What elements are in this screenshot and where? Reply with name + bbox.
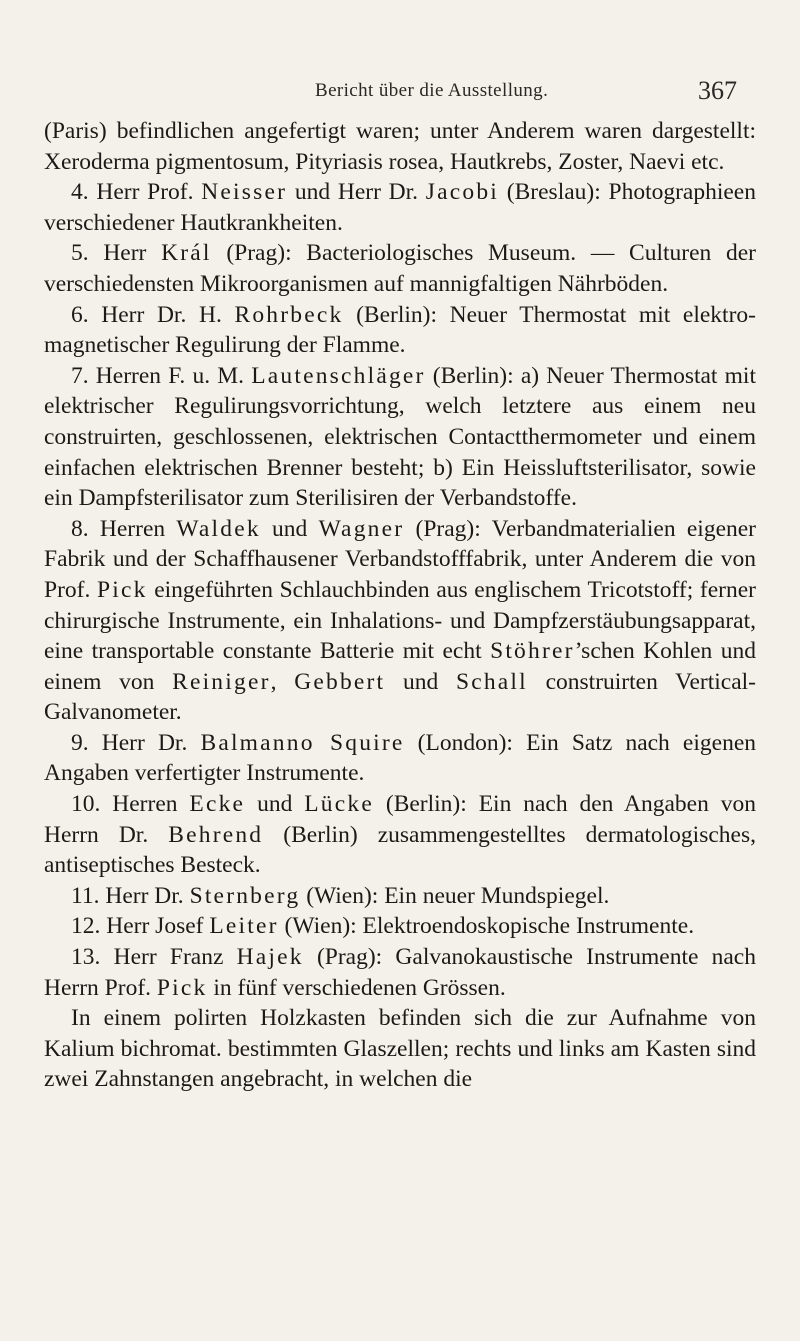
paragraph	[44, 238, 756, 299]
text-segment: in fünf verschiedenen Grössen.	[207, 974, 506, 1001]
text-segment: 12. Herr Josef	[71, 913, 210, 940]
text-segment: (London): Ein Satz nach eigenen Angaben verfertigter Instrumente.	[44, 729, 757, 787]
text-segment: (Prag): Verbandmaterialien eigener Fabrik und der Schaffhausener Verbandstofffabrik, unter Anderem die von Prof.	[44, 515, 757, 603]
spaced-name: Rohrbeck	[234, 301, 344, 328]
text-segment: ,	[270, 668, 295, 695]
spaced-name: Neisser	[201, 179, 288, 206]
body-text	[44, 116, 756, 1095]
paragraph	[44, 911, 756, 942]
text-segment: (Wien): Ein neuer Mundspiegel.	[300, 882, 610, 909]
running-header	[0, 76, 800, 106]
text-segment: (Berlin): Neuer Thermostat mit elektro-magnetischer Regulirung der Flamme.	[44, 301, 756, 359]
text-segment: In einem polirten Holzkasten befinden sich die zur Aufnahme von Kalium bichromat. bestimmten Glaszellen; rechts und links am Kasten sind zwei Zahnstangen angebracht, in welchen die	[44, 1005, 756, 1093]
text-segment: und	[260, 515, 319, 542]
paragraph	[44, 728, 756, 789]
spaced-name: Leiter	[209, 913, 279, 940]
text-segment: eingeführten Schlauchbinden aus englischem Tricotstoff; ferner chirurgische Instrumente, ein Inhalations- und Dampfzerstäubungsapparat, eine transportable constante Batterie mit echt	[44, 576, 756, 665]
spaced-name: Wagner	[318, 515, 405, 542]
spaced-name: Balmanno Squire	[200, 729, 405, 756]
paragraph	[44, 1003, 756, 1095]
paragraph	[44, 177, 756, 238]
text-segment: (Berlin): Ein nach den Angaben von Herrn Dr.	[44, 791, 757, 848]
spaced-name: Sternberg	[189, 882, 301, 909]
text-segment: 10. Herren	[71, 791, 190, 818]
text-segment: 4. Herr Prof.	[71, 179, 202, 206]
paragraph	[44, 881, 756, 912]
text-segment: und	[385, 668, 456, 695]
text-segment: 5. Herr	[71, 240, 162, 267]
running-title: Bericht über die Ausstellung.	[315, 80, 549, 101]
text-segment: 8. Herren	[71, 515, 177, 542]
spaced-name: Hajek	[236, 944, 304, 971]
text-segment: 11. Herr Dr.	[71, 882, 190, 909]
spaced-name: Ecke	[189, 791, 246, 818]
spaced-name: Gebbert	[294, 668, 386, 695]
text-segment: 6. Herr Dr. H.	[71, 301, 235, 328]
spaced-name: Král	[161, 240, 212, 267]
text-segment: (Prag): Galvanokaustische Instrumente nach Herrn Prof.	[44, 944, 756, 1001]
text-segment: (Paris) befindlichen angefertigt waren; unter Anderem waren dargestellt: Xeroderma pigmentosum, Pityriasis rosea, Hautkrebs, Zoster, Naevi etc.	[44, 118, 756, 175]
spaced-name: Stöhrer	[490, 638, 575, 665]
spaced-name: Schall	[455, 668, 528, 695]
text-segment: (Prag): Bacteriologisches Museum. — Culturen der verschiedensten Mikroorganismen auf mannigfaltigen Nährböden.	[44, 240, 756, 297]
spaced-name: Waldek	[176, 515, 261, 542]
text-segment: (Wien): Elektroendoskopische Instrumente.	[278, 913, 695, 940]
paragraph	[44, 514, 756, 728]
text-segment: (Berlin): a) Neuer Thermostat mit elektrischer Regulirungsvorrichtung, welch letztere aus einem neu construirten, geschlossenen, elektrischen Contactthermometer und einem einfachen elektrischen Brenner besteht; b) Ein Heissluftsterilisator, sowie ein Dampfsterilisator zum Sterilisiren der Verbandstoffe.	[44, 362, 756, 512]
spaced-name: Reiniger	[172, 668, 271, 695]
paragraph	[44, 789, 756, 881]
spaced-name: Lautenschläger	[251, 362, 426, 389]
paragraph	[44, 300, 756, 361]
page-number: 367	[698, 76, 737, 105]
paragraph	[44, 361, 756, 514]
text-segment: ’schen Kohlen und einem von	[44, 638, 757, 695]
spaced-name: Jacobi	[425, 179, 500, 206]
text-segment: 9. Herr Dr.	[71, 729, 201, 756]
text-segment: und Herr Dr.	[287, 179, 426, 206]
text-segment: construirten Vertical-Galvanometer.	[44, 668, 757, 726]
text-segment: (Berlin) zusammengestelltes dermatologisches, antiseptisches Besteck.	[44, 821, 756, 879]
paragraph	[44, 942, 756, 1003]
spaced-name: Behrend	[168, 821, 264, 848]
paragraph	[44, 116, 756, 177]
spaced-name: Pick	[156, 974, 208, 1001]
text-segment: 7. Herren F. u. M.	[71, 362, 252, 389]
text-segment: und	[245, 791, 305, 818]
text-segment: (Breslau): Photographieen verschiedener Hautkrankheiten.	[44, 179, 756, 236]
text-segment: 13. Herr Franz	[71, 944, 237, 971]
spaced-name: Lücke	[304, 791, 374, 818]
spaced-name: Pick	[96, 576, 148, 603]
